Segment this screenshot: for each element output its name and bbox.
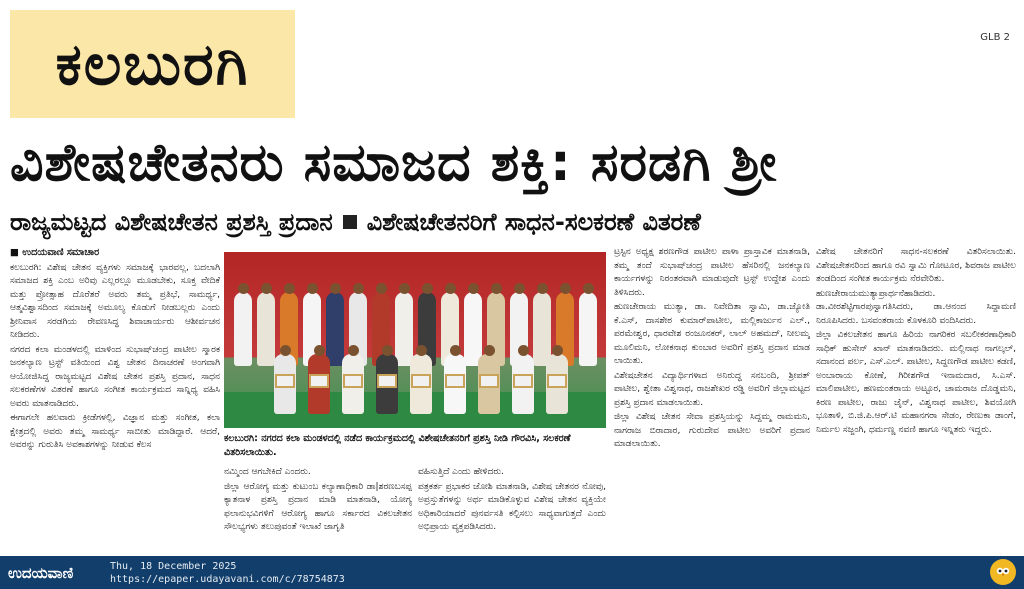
photo-person-head [450,345,461,356]
photo-caption: ಕಲಬುರಗಿ: ನಗರದ ಕಲಾ ಮಂಡಳದಲ್ಲಿ ನಡೆದ ಕಾರ್ಯಕ್ರಮದಲ್ಲಿ ವಿಶೇಷಚೇತನರಿಗೆ ಪ್ರಶಸ್ತಿ ನೀಡಿ ಗೌರವಿಸಿ, ಸಲಕರಣೆ ವಿತರಿಸಲಾಯಿತು. [224,433,571,458]
photo-person [395,292,413,366]
photo-person [464,292,482,366]
photo-person-head [445,283,456,294]
article-column-4 [614,246,810,552]
photo-person-head [422,283,433,294]
section-tag-label: ಕಲಬುರಗಿ [55,29,250,98]
photo-person-head [261,283,272,294]
photo-person-head [284,283,295,294]
paragraph: ಹುಣಚೇರಾಯಮುತ್ಯಾಪ್ರಾರ್ಥನೆಹಾಡಿದರು. ಡಾ.ವೀರಶೆಟ್ಟಿಗಾರಪುಸ್ವಾಗತಿಸಿದರು, ಡಾ.ಆನಂದ ಸಿದ್ದಾಮಣಿ ನಿರೂಪಿಸಿದರು. ಬಸವಂತರಾಯ ಕೊಳಕೂರಿ ವಂದಿಸಿದರು. [816,288,1016,326]
byline: ■ ಉದಯವಾಣಿ ಸಮಾಚಾರ [10,246,220,260]
certificate-frame [513,374,533,388]
certificate-frame [479,374,499,388]
paragraph: ಜಿಲ್ಲಾ ಆರೋಗ್ಯ ಮತ್ತು ಕುಟುಂಬ ಕಲ್ಯಾಣಾಧಿಕಾರಿ ಡಾ|ಶರಣಬಸಪ್ಪ ಕ್ಯಾತನಾಳ ಪ್ರಶಸ್ತಿ ಪ್ರದಾನ ಮಾಡಿ ಮಾತನಾಡಿ, ಯೋಗ್ಯ ಫಲಾನುಭವಿಗಳಿಗೆ ಆರೋಗ್ಯ ಹಾಗೂ ಸರ್ಕಾರದ ವಿಕಲಚೇತನ ಸೌಲಭ್ಯಗಳು ತಲುಪುವಂತೆ ಇಲಾಖೆ ಜಾಗೃತಿ [224,481,412,532]
photo-person [579,292,597,366]
photo-person-head [583,283,594,294]
paragraph: ನಗರದ ಕಲಾ ಮಂಡಳದಲ್ಲಿ ಮಾಳಿಂದ ಸುಭಾಷ್‌ಚಂದ್ರ ಪಾಟೀಲ ಸ್ಮಾರಕ ಜನಕಲ್ಯಾಣ ಟ್ರಸ್ಟ್ ವತಿಯಿಂದ ವಿಶ್ವ ಚೇತನ ದಿನಾಚರಣೆ ಅಂಗವಾಗಿ ಆಯೋಜಿಸಿದ್ದ ರಾಜ್ಯಮಟ್ಟದ ವಿಶೇಷ ಚೇತನ ಪ್ರಶಸ್ತಿ ಪ್ರದಾನ, ಸಾಧನ ಸಲಕರಣೆಗಳ ವಿತರಣೆ ಹಾಗೂ ಸಂಗೀತ ಕಾರ್ಯಕ್ರಮದ ಸಾನ್ನಿಧ್ಯ ವಹಿಸಿ ಅವರು ಮಾತನಾಡಿದರು. [10,344,220,409]
photo-person [326,292,344,366]
event-photo [224,252,606,428]
paragraph: ವಿಶೇಷಚೇತನ ವಿದ್ಯಾರ್ಥಿಗಳಾದ ಅನಿರುದ್ಧ ಸನಬಂದಿ, ಶ್ರೀಪತ್ ಪಾಟೀಲ, ಶ್ವೇತಾ ವಿಶ್ವನಾಥ, ರಾಜಶೇಖರ ರಡ್ಡಿ ಅವರಿಗೆ ಜಿಲ್ಲಾಮಟ್ಟದ ಪ್ರಶಸ್ತಿ ಪ್ರದಾನ ಮಾಡಲಾಯಿತು. [614,370,810,408]
photo-person-head [491,283,502,294]
photo-person-head [514,283,525,294]
photo-person-head [484,345,495,356]
photo-person [257,292,275,366]
section-tag [10,10,295,118]
page-id: GLB 2 [980,32,1010,43]
paragraph: ಈಗಾಗಲೇ ಹಲವಾರು ಕ್ರೀಡೆಗಳಲ್ಲಿ, ವಿಜ್ಞಾನ ಮತ್ತು ಸಂಗೀತ, ಕಲಾ ಕ್ಷೇತ್ರದಲ್ಲಿ ಅವರು ತಮ್ಮ ಸಾಮರ್ಥ್ಯ ಸಾಬೀತು ಮಾಡಿದ್ದಾರೆ. ಆದರೆ, ಅವರನ್ನು ಗುರುತಿಸಿ ಅವಕಾಶಗಳನ್ನು ನೀಡುವ ಕೆಲಸ [10,413,220,450]
headline: ವಿಶೇಷಚೇತನರು ಸಮಾಜದ ಶಕ್ತಿ: ಸರಡಗಿ ಶ್ರೀ [10,133,778,193]
photo-person-head [560,283,571,294]
epaper-url[interactable]: https://epaper.udayavani.com/c/78754873 [110,573,345,585]
square-bullet-icon [343,215,357,229]
photo-person-head [348,345,359,356]
certificate-frame [343,374,363,388]
paragraph: ಟ್ರಸ್ಟಿನ ಅಧ್ಯಕ್ಷ ಶರಣಗೌಡ ಪಾಟೀಲ ಪಾಳಾ ಪ್ರಾಸ್ತಾವಿಕ ಮಾತನಾಡಿ, ತಮ್ಮ ತಂದೆ ಸುಭಾಷ್‌ಚಂದ್ರ ಪಾಟೀಲ ಹೆಸರಿನಲ್ಲಿ ಜನಕಲ್ಯಾಣ ಕಾರ್ಯಗಳನ್ನು ನಿರಂತರವಾಗಿ ಮಾಡುವುದೇ ಟ್ರಸ್ಟ್ ಉದ್ದೇಶ ಎಂದು ತಿಳಿಸಿದರು. [614,247,810,298]
paragraph: ಜಿಲ್ಲಾ ವಿಕಲಚೇತನ ಹಾಗೂ ಹಿರಿಯ ನಾಗರಿಕರ ಸಬಲೀಕರಣಾಧಿಕಾರಿ ಸಾಧಿಕ್ ಹುಸೇನ್ ಖಾನ್ ಮಾತನಾಡಿದರು. ಮಲ್ಲಿನಾಥ ನಾಗಲ್ಕಲ್, ಸದಾನಂದ ಪರ್ಲ, ಎಸ್.ಎಲ್. ಪಾಟೀಲ, ಸಿದ್ದಣಗೌಡ ಪಾಟೀಲ ಕಡಣಿ, ಅಂಬಾರಾಯ ಕೋಣೆ, ಗಿರೀಶಗೌಡ ಇನಾಮದಾರ, ಸಿ.ಎಸ್. ಮಾಲಿಪಾಟೀಲ, ಹಣಮಂತರಾಯ ಅಟ್ಟೂರ, ಚಾಮರಾಜ ದೊಡ್ಡಮನಿ, ಕಿರಣ ಪಾಟೀಲ, ರಾಜು ಜೈನ್, ವಿಶ್ವನಾಥ ಪಾಟೀಲ, ಶಿವಯೋಗಿ ಭೂತಾಳಿ, ಬಿ.ಜಿ.ಪಿ.ಆರ್.ಟಿ ಮಹಾನಗರಾ ಸೇಡಂ, ರೇಣುಕಾ ಡಾಂಗೆ, ನಿರ್ಮಲ ಸಜ್ಜಂಗಿ, ಧರ್ಮಣ್ಣ ನವಣಿ ಹಾಗೂ ಇನ್ನಿತರು ಇದ್ದರು. [816,330,1016,435]
subhead-part-1: ರಾಜ್ಯಮಟ್ಟದ ವಿಶೇಷಚೇತನ ಪ್ರಶಸ್ತಿ ಪ್ರದಾನ [10,208,333,236]
certificate-frame [309,374,329,388]
certificate-frame [445,374,465,388]
paragraph: ವಿಶೇಷ ಚೇತನರಿಗೆ ಸಾಧನ-ಸಲಕರಣೆ ವಿತರಿಸಲಾಯಿತು. ವಿಶೇಷಚೇತನರಿಂದ ಹಾಗೂ ರವಿ ಸ್ವಾಮಿ ಗೋಟೂರ, ಶಿವರಾಜ ಪಾಟೀಲ ತಂಡದಿಂದ ಸಂಗೀತ ಕಾರ್ಯಕ್ರಮ ನೆರವೇರಿತು. [816,247,1016,284]
photo-person-head [416,345,427,356]
paragraph: ನಮ್ಮಿಂದ ಆಗಬೇಕಿದೆ ಎಂದರು. [224,467,311,477]
paragraph: ಪತ್ರಕರ್ತ ಪ್ರಭಾಕರ ಜೋಶಿ ಮಾತನಾಡಿ, ವಿಶೇಷ ಚೇತನರ ನೋವು, ಅಪ್ರಸ್ತುತೆಗಳನ್ನು ಅರ್ಥ ಮಾಡಿಕೊಳ್ಳುವ ವಿಶೇಷ ಚೇತನ ವ್ಯಕ್ತಿಯೇ ಅಧಿಕಾರಿಯಾದರೆ ಪುನರ್ವಸತಿ ಕಲ್ಪಿಸಲು ಸಾಧ್ಯವಾಗುತ್ತದೆ ಎಂದು ಅಭಿಪ್ರಾಯ ವ್ಯಕ್ತಪಡಿಸಿದರು. [418,481,606,532]
photo-person-head [353,283,364,294]
photo-person-head [330,283,341,294]
article-column-2 [224,466,412,552]
article-column-1 [10,246,220,552]
photo-person-head [382,345,393,356]
certificate-frame [411,374,431,388]
article-column-5 [816,246,1016,552]
photo-person [234,292,252,366]
owl-mascot-icon[interactable] [990,559,1016,585]
paragraph: ಹುಣಚೇರಾಯ ಮುತ್ಯಾ, ಡಾ. ನಿವೇದಿತಾ ಸ್ವಾಮಿ, ಡಾ.ಜ್ಯೋತಿ ಕೆ.ಎಸ್, ದಾಸಶೇಠ ಕುಮಾರ್‌ಪಾಟೀಲ, ಮಲ್ಲಿಕಾರ್ಜುನ ಎಲ್., ಪರಮೇಶ್ವರ, ಧಾರವೇಶ ರಂಜೂನಕರ್, ಲಾಲ್ ಅಹಮದ್, ನೀಲಮ್ಮ ಮೂಲಿಮನಿ, ಲೋಕನಾಥ ಕುಂಬಾರ ಅವರಿಗೆ ಪ್ರಶಸ್ತಿ ಪ್ರದಾನ ಮಾಡ ಲಾಯಿತು. [614,302,810,366]
certificate-frame [547,374,567,388]
certificate-frame [377,374,397,388]
paragraph: ಜಿಲ್ಲಾ ವಿಶೇಷ ಚೇತನ ಸೇವಾ ಪ್ರಶಸ್ತಿಯನ್ನು ಸಿದ್ದಮ್ಮ ರಾಮಮನಿ, ನಾಗರಾಜ ಬಿರಾದಾರ, ಗುರುದೇವ ಪಾಟೀಲ ಅವರಿಗೆ ಪ್ರದಾನ ಮಾಡಲಾಯಿತು. [614,412,810,449]
photo-person-head [399,283,410,294]
photo-person-head [376,283,387,294]
photo-person-head [537,283,548,294]
article-column-3 [418,466,606,552]
certificate-frame [275,374,295,388]
footer-bar [0,556,1024,589]
paragraph: ಕಲಬುರಗಿ: ವಿಶೇಷ ಚೇತನ ವ್ಯಕ್ತಿಗಳು ಸಮಾಜಕ್ಕೆ ಭಾರವಲ್ಲ, ಬದಲಾಗಿ ಸಮಾಜದ ಶಕ್ತಿ ಎಂಬ ಅರಿವು ಎಲ್ಲರಲ್ಲೂ ಮೂಡಬೇಕು, ಸೂಕ್ತ ವೇದಿಕೆ ಮತ್ತು ಪ್ರೋತ್ಸಾಹ ದೊರೆತರೆ ಅವರು ತಮ್ಮ ಪ್ರತಿಭೆ, ಸಾಮರ್ಥ್ಯ, ಆತ್ಮವಿಶ್ವಾಸದಿಂದ ಸಮಾಜಕ್ಕೆ ಅಮೂಲ್ಯ ಕೊಡುಗೆ ನೀಡಬಲ್ಲರು ಎಂದು ಶ್ರೀನಿವಾಸ ಸರಡಗಿಯ ರೇವಣಸಿದ್ಧ ಶಿವಾಚಾರ್ಯರು ಆಶೀರ್ವಚನ ನೀಡಿದರು. [10,262,220,340]
subheadline [10,204,1014,240]
photo-person-head [238,283,249,294]
edition-date: Thu, 18 December 2025 [110,560,237,572]
brand-logo[interactable]: ಉದಯವಾಣಿ [8,563,74,582]
photo-person-head [552,345,563,356]
paragraph: ವಹಿಸುತ್ತಿದೆ ಎಂದು ಹೇಳಿದರು. [418,467,504,477]
photo-person-head [468,283,479,294]
photo-person-head [280,345,291,356]
subhead-part-2: ವಿಶೇಷಚೇತನರಿಗೆ ಸಾಧನ-ಸಲಕರಣೆ ವಿತರಣೆ [366,208,701,236]
footer-meta [110,560,345,586]
photo-person-head [518,345,529,356]
photo-person-head [314,345,325,356]
photo-person-head [307,283,318,294]
photo-person [533,292,551,366]
